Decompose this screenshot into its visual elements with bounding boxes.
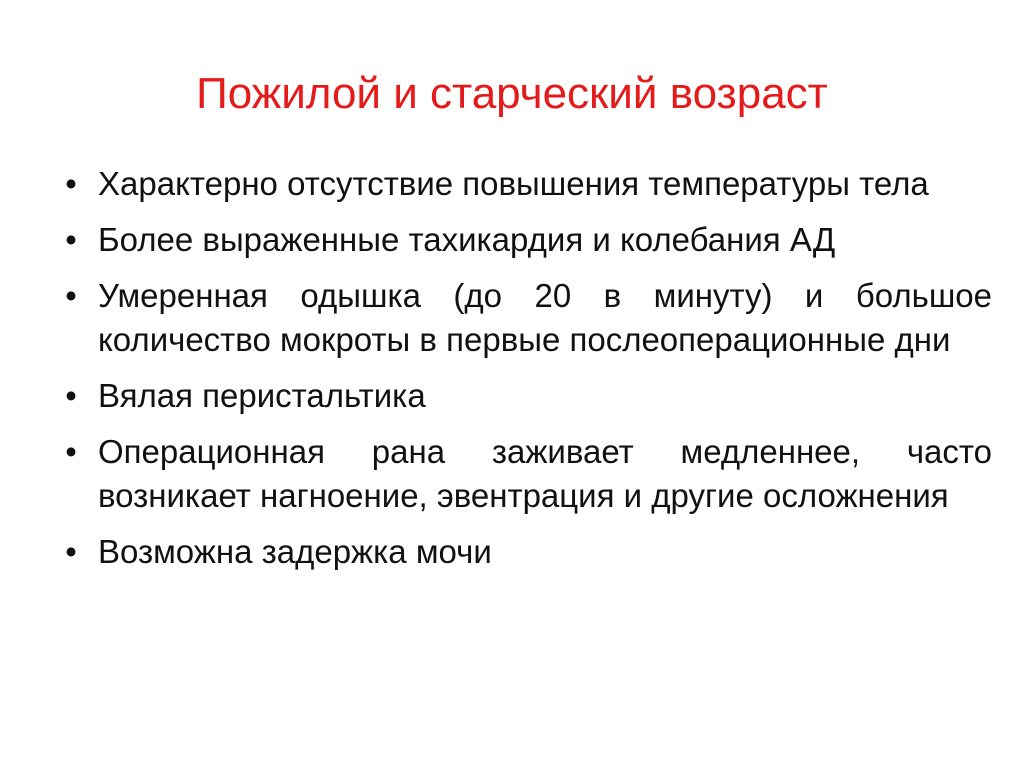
bullet-text: Умеренная одышка (до 20 в минуту) и большое количество мокроты в первые послеоперационные дни [98,277,992,358]
bullet-text: Более выраженные тахикардия и колебания АД [98,221,836,258]
bullet-text: Возможна задержка мочи [98,533,492,570]
bullet-item-dyspnea [60,274,992,362]
bullet-icon: • [65,377,77,414]
bullet-icon: • [65,533,77,570]
bullet-text: Вялая перистальтика [98,377,426,414]
bullet-item-urine-retention [60,530,992,574]
slide-title: Пожилой и старческий возраст [196,69,828,118]
bullet-icon: • [65,165,77,202]
bullet-item-peristalsis [60,374,992,418]
bullet-item-wound-healing [60,430,992,518]
bullet-icon: • [65,433,77,470]
bullet-text: Операционная рана заживает медленнее, часто возникает нагноение, эвентрация и другие осложнения [98,433,992,514]
bullet-text: Характерно отсутствие повышения температуры тела [98,165,929,202]
bullet-icon: • [65,277,77,314]
bullet-icon: • [65,221,77,258]
bullet-item-temperature [60,162,992,206]
bullet-list [60,162,992,586]
bullet-item-tachycardia [60,218,992,262]
